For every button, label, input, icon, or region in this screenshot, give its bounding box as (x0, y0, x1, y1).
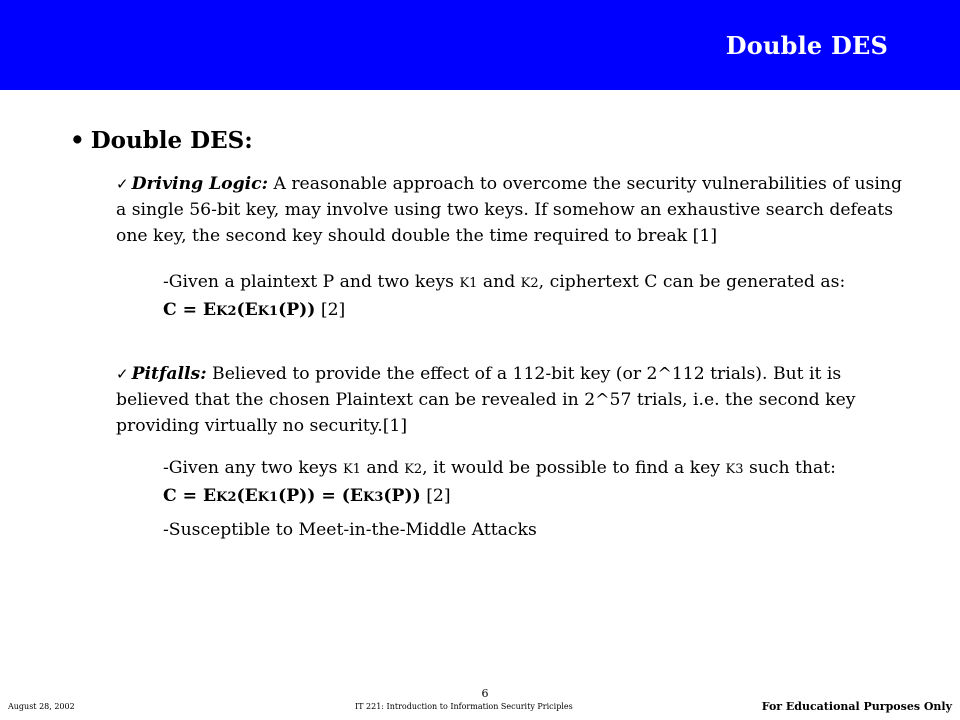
title-bar (0, 0, 960, 90)
key-k3: K3 (725, 462, 744, 477)
pitfalls-term: Pitfalls: (131, 364, 207, 384)
slide-title: Double DES (725, 31, 888, 60)
driving-logic-text: A reasonable approach to overcome the security vulnerabilities of using a single 56-bit key, may involve using two keys. If somehow an exhaustive search defeats one key, the second key should double the time required to break [1] (116, 174, 902, 246)
eq-subscript: K2 (216, 490, 237, 505)
key-k2: K2 (520, 276, 539, 291)
eq-subscript: K1 (257, 304, 279, 319)
eq-reference: [2] (315, 300, 346, 320)
key-k1: K1 (459, 276, 478, 291)
meet-in-middle-line: -Susceptible to Meet-in-the-Middle Attacks (163, 520, 537, 540)
checkmark-icon: ✓ (116, 365, 129, 383)
sentence-part: , it would be possible to find a key (422, 458, 726, 478)
sentence-part: -Given any two keys (163, 458, 343, 478)
eq-part: (E (236, 486, 258, 506)
footer-date: August 28, 2002 (8, 702, 75, 711)
eq-part: C = E (163, 486, 217, 506)
any-keys-block (163, 455, 923, 511)
driving-logic-term: Driving Logic: (131, 174, 268, 194)
footer-disclaimer: For Educational Purposes Only (761, 700, 952, 713)
plaintext-block (163, 269, 923, 325)
eq-part: (P)) (383, 486, 421, 506)
equation-1 (163, 297, 923, 325)
sentence-part: -Given a plaintext P and two keys (163, 272, 460, 292)
eq-reference: [2] (420, 486, 451, 506)
heading-text: Double DES: (90, 127, 253, 154)
eq-part: (E (236, 300, 258, 320)
eq-subscript: K3 (363, 490, 384, 505)
pitfalls-paragraph (116, 361, 906, 439)
bullet-icon: • (70, 127, 85, 154)
plaintext-sentence (163, 269, 923, 297)
sentence-part: and (360, 458, 405, 478)
page-number: 6 (481, 687, 489, 700)
footer-course: IT 221: Introduction to Information Security Priciples (355, 702, 573, 711)
section-heading (70, 127, 253, 154)
any-keys-sentence (163, 455, 923, 483)
eq-part: C = E (163, 300, 217, 320)
sentence-part: and (477, 272, 521, 292)
checkmark-icon: ✓ (116, 175, 129, 193)
sentence-part: such that: (743, 458, 836, 478)
equation-2 (163, 483, 923, 511)
eq-part: (P)) (278, 300, 316, 320)
driving-logic-paragraph (116, 171, 906, 249)
eq-subscript: K2 (216, 304, 237, 319)
key-k2: K2 (404, 462, 423, 477)
pitfalls-text: Believed to provide the effect of a 112-bit key (or 2^112 trials). But it is believed that the chosen Plaintext can be revealed in 2^57 trials, i.e. the second key providing virtually no security.[1] (116, 364, 856, 436)
sentence-part: , ciphertext C can be generated as: (538, 272, 846, 292)
eq-subscript: K1 (257, 490, 279, 505)
eq-part: (P)) = (E (278, 486, 364, 506)
key-k1: K1 (342, 462, 361, 477)
